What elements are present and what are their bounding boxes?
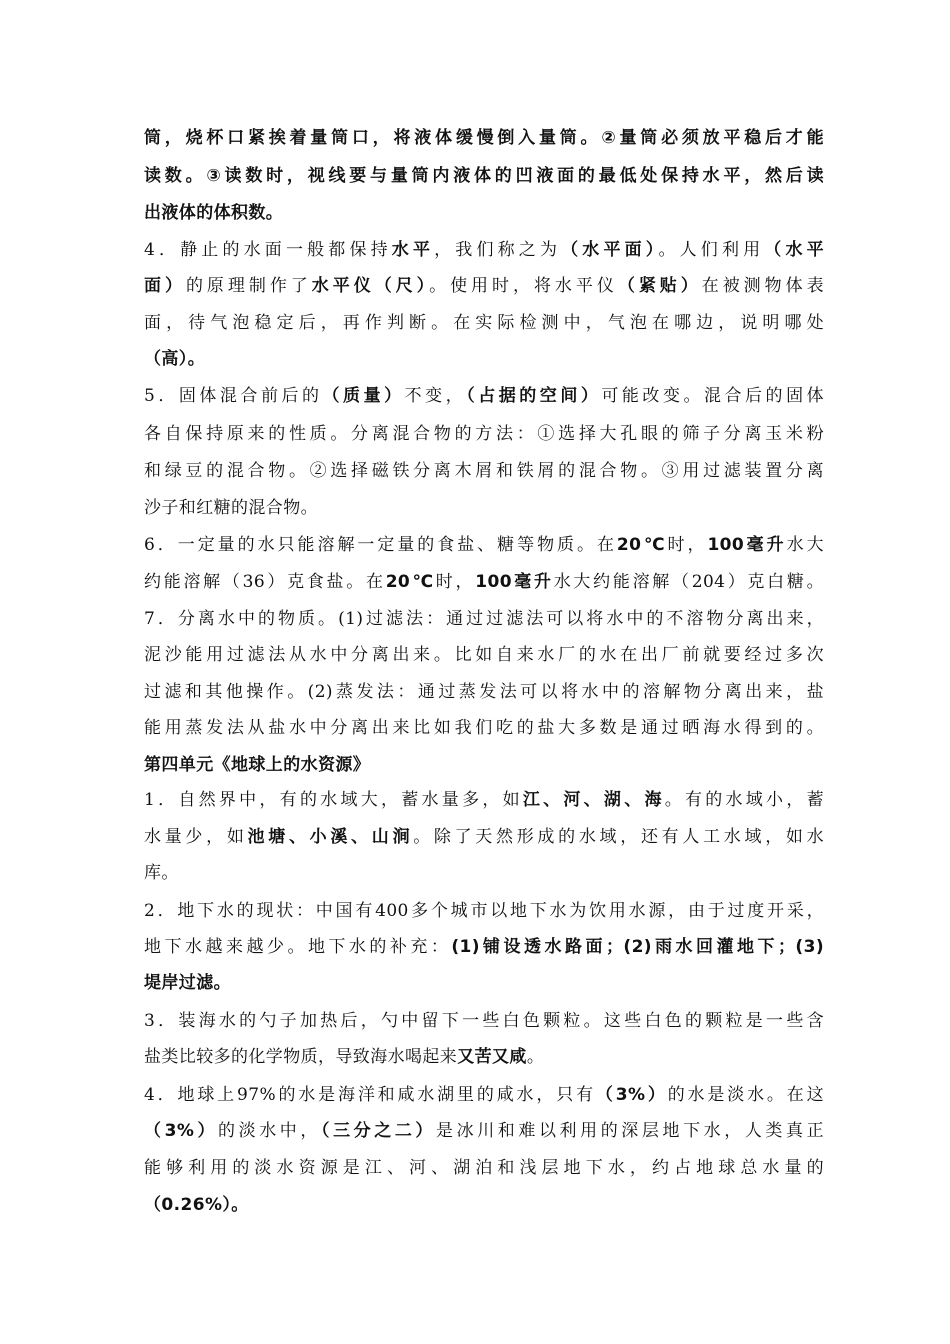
paragraph-line (144, 570, 824, 594)
text-run: 地下水越来越少。地下水的补充： (144, 937, 452, 957)
text-run: 。使用时，将水平仪 (429, 276, 618, 296)
paragraph-line: 3．装海水的勺子加热后，勺中留下一些白色颗粒。这些白色的颗粒是一些含 (144, 1011, 824, 1031)
text-run: 约能溶解（36）克食盐。在 (144, 572, 386, 592)
text-run: 的水是淡水。在这 (667, 1085, 825, 1105)
paragraph-line (144, 384, 824, 408)
paragraph-line: 筒，烧杯口紧挨着量筒口，将液体缓慢倒入量筒。②量筒必须放平稳后才能 (144, 128, 824, 148)
text-run: 的原理制作了 (185, 276, 312, 296)
bold-term: 池塘、小溪、山涧 (247, 827, 414, 847)
paragraph-line: （高）。 (144, 349, 206, 369)
text-run: 水大 (786, 535, 824, 555)
text-run: 的淡水中， (218, 1121, 321, 1141)
bold-term: （水平 (764, 240, 825, 260)
text-run: 是冰川和难以利用的深层地下水，人类真正 (436, 1121, 824, 1141)
paragraph-line: 7．分离水中的物质。(1)过滤法：通过过滤法可以将水中的不溶物分离出来， (144, 609, 824, 629)
paragraph-line: 能用蒸发法从盐水中分离出来比如我们吃的盐大多数是通过晒海水得到的。 (144, 718, 824, 738)
text-run: 5．固体混合前后的 (144, 386, 323, 406)
bold-term: 江、河、湖、海 (522, 790, 665, 810)
text-run: 水量少，如 (144, 827, 248, 847)
text-run: ，我们称之为 (434, 240, 562, 260)
paragraph-line (144, 533, 824, 557)
bold-term: （水平面） (561, 240, 659, 260)
bold-term: 100毫升 (707, 535, 787, 555)
paragraph-line (144, 1083, 824, 1107)
paragraph-line: （0.26%）。 (144, 1195, 249, 1215)
paragraph-line: 2．地下水的现状：中国有400多个城市以地下水为饮用水源，由于过度开采， (144, 901, 824, 921)
bold-term: 面） (144, 276, 186, 296)
paragraph-line: 面，待气泡稳定后，再作判断。在实际检测中，气泡在哪边，说明哪处 (144, 313, 824, 333)
bold-term: 水平 (391, 240, 435, 260)
text-run: 时， (435, 572, 476, 592)
paragraph-line: 读数。③读数时，视线要与量筒内液体的凹液面的最低处保持水平，然后读 (144, 166, 824, 186)
text-run: 水大约能溶解（204）克白糖。 (553, 572, 824, 592)
text-run: 不变， (404, 386, 467, 406)
paragraph-line: 过滤和其他操作。(2)蒸发法：通过蒸发法可以将水中的溶解物分离出来，盐 (144, 682, 824, 702)
paragraph-line (144, 274, 824, 298)
bold-term: 水平仪（尺） (311, 276, 430, 296)
paragraph-line: 堤岸过滤。 (144, 973, 231, 993)
paragraph-line (144, 935, 824, 959)
bold-term: （紧贴） (617, 276, 702, 296)
bold-term: 20℃ (616, 535, 668, 555)
bold-term: (1)铺设透水路面；(2)雨水回灌地下；(3) (451, 937, 824, 957)
paragraph-line: 泥沙能用过滤法从水中分离出来。比如自来水厂的水在出厂前就要经过多次 (144, 645, 824, 665)
text-run: 盐类比较多的化学物质，导致海水喝起来 (144, 1047, 458, 1067)
paragraph-line: 沙子和红糖的混合物。 (144, 498, 318, 518)
paragraph-line (144, 825, 824, 849)
bold-term: （占据的空间） (466, 386, 602, 406)
text-run: 4．静止的水面一般都保持 (144, 240, 392, 260)
text-run: 。人们利用 (658, 240, 765, 260)
text-run: 可能改变。混合后的固体 (601, 386, 825, 406)
bold-term: （三分之二） (320, 1121, 437, 1141)
paragraph-line: 能够利用的淡水资源是江、河、湖泊和浅层地下水，约占地球总水量的 (144, 1158, 824, 1178)
paragraph-line: 出液体的体积数。 (144, 203, 284, 223)
text-run: 4．地球上97%的水是海洋和咸水湖里的咸水，只有 (144, 1085, 596, 1105)
bold-term: （3%） (595, 1085, 668, 1105)
bold-term: 20℃ (385, 572, 436, 592)
text-run: 在被测物体表 (701, 276, 824, 296)
text-run: 1．自然界中，有的水域大，蓄水量多，如 (144, 790, 523, 810)
text-run: 。 (526, 1047, 545, 1067)
text-run: 。除了天然形成的水域，还有人工水域，如水 (413, 827, 825, 847)
text-run: 。有的水域小，蓄 (664, 790, 824, 810)
paragraph-line (144, 788, 824, 812)
paragraph-line (144, 1119, 824, 1143)
bold-term: 100毫升 (475, 572, 554, 592)
bold-term: （3%） (144, 1121, 219, 1141)
text-run: 6．一定量的水只能溶解一定量的食盐、糖等物质。在 (144, 535, 617, 555)
paragraph-line: 各自保持原来的性质。分离混合物的方法：①选择大孔眼的筛子分离玉米粉 (144, 424, 824, 444)
paragraph-line: 和绿豆的混合物。②选择磁铁分离木屑和铁屑的混合物。③用过滤装置分离 (144, 461, 824, 481)
paragraph-line: 库。 (144, 863, 179, 883)
paragraph-line (144, 1045, 824, 1069)
bold-term: 又苦又咸 (457, 1047, 527, 1067)
bold-term: （质量） (322, 386, 405, 406)
text-run: 时， (667, 535, 708, 555)
paragraph-line (144, 238, 824, 262)
section-heading: 第四单元《地球上的水资源》 (144, 755, 371, 775)
